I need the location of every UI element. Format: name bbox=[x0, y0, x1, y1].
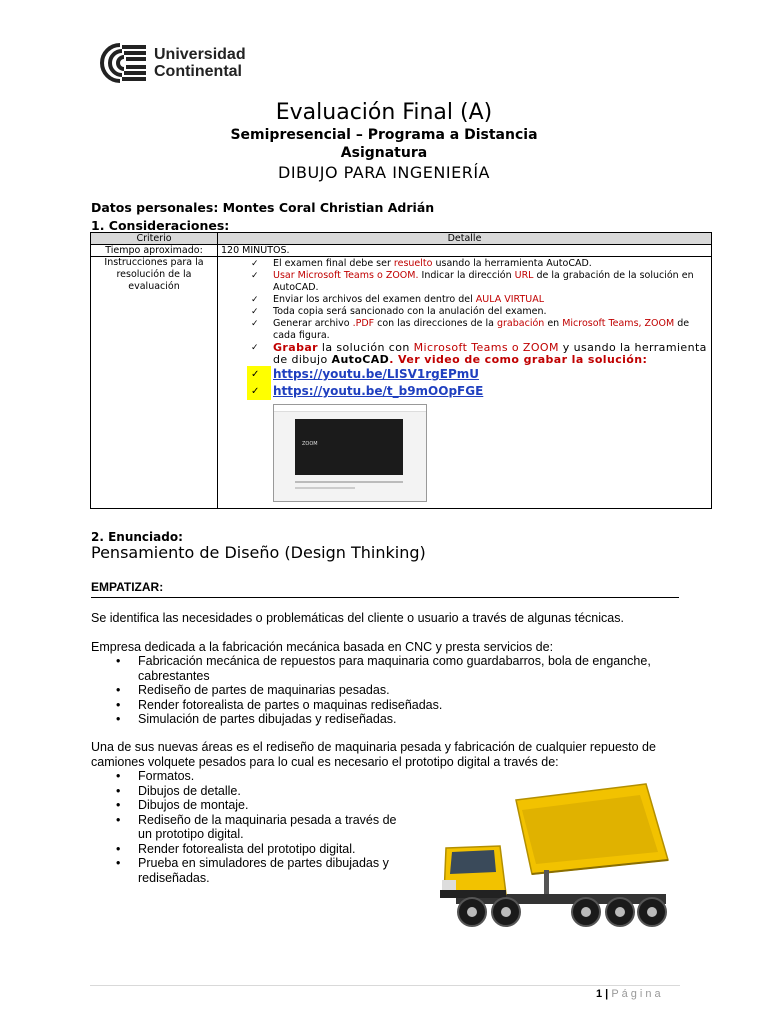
page-label: Página bbox=[611, 988, 664, 1000]
row-label: Instrucciones para la resolución de la evaluación bbox=[91, 257, 218, 509]
list-item: ✓ Generar archivo .PDF con las direcciones de la grabación en Microsoft Teams, ZOOM de cada figura. bbox=[251, 318, 690, 341]
list-item: ✓ Usar Microsoft Teams o ZOOM. Indicar la dirección URL de la grabación de la solución en AutoCAD. bbox=[251, 270, 694, 293]
list-item: • Render fotorealista del prototipo digital. bbox=[138, 842, 413, 857]
checkmark-icon: ✓ bbox=[251, 271, 259, 281]
list-item: • Simulación de partes dibujadas y rediseñadas. bbox=[138, 712, 708, 727]
table-header-row bbox=[91, 233, 712, 245]
list-item: ✓ Toda copia será sancionado con la anulación del examen. bbox=[251, 306, 547, 317]
row-value: 120 MINUTOS. bbox=[218, 245, 712, 257]
paragraph-3: Una de sus nuevas áreas es el rediseño de maquinaria pesada y fabricación de cualquier repuesto de camiones volquete pesados para lo cual es necesario el prototipo digital a través de: bbox=[91, 740, 656, 769]
page-number: 1 bbox=[596, 988, 603, 1000]
document-title: Evaluación Final (A) bbox=[275, 100, 493, 125]
video-screenshot bbox=[273, 404, 427, 502]
paragraph-1: Se identifica las necesidades o problemáticas del cliente o usuario a través de algunas técnicas. bbox=[91, 611, 624, 625]
list-item: • Prueba en simuladores de partes dibujadas y rediseñadas. bbox=[138, 856, 413, 885]
instructions-cell bbox=[218, 257, 712, 509]
checkmark-icon: ✓ bbox=[251, 369, 260, 380]
browser-bar bbox=[274, 405, 426, 412]
video-title: ZOOM bbox=[302, 441, 318, 447]
design-thinking-title: Pensamiento de Diseño (Design Thinking) bbox=[91, 543, 426, 562]
page-footer bbox=[596, 988, 664, 1000]
list-item: ✓ Enviar los archivos del examen dentro del AULA VIRTUAL bbox=[251, 294, 544, 305]
consideraciones-heading: 1. Consideraciones: bbox=[91, 218, 230, 233]
logo-line1: Universidad bbox=[154, 46, 246, 63]
university-logo bbox=[92, 42, 246, 84]
video-meta bbox=[295, 481, 403, 483]
list-item: • Dibujos de montaje. bbox=[138, 798, 413, 813]
checkmark-icon: ✓ bbox=[251, 259, 259, 269]
enunciado-heading: 2. Enunciado: bbox=[91, 530, 183, 544]
col-criterio: Criterio bbox=[91, 233, 218, 245]
list-item: • Fabricación mecánica de repuestos para maquinaria como guardabarros, bola de enganche, cabrestantes bbox=[138, 654, 708, 683]
checkmark-icon: ✓ bbox=[251, 319, 259, 329]
video-link-1[interactable]: ✓ https://youtu.be/LISV1rgEPmU bbox=[221, 366, 708, 383]
empatizar-heading: EMPATIZAR: bbox=[91, 580, 164, 594]
document-subtitle: Semipresencial – Programa a Distancia bbox=[230, 127, 538, 143]
list-item: • Rediseño de partes de maquinarias pesadas. bbox=[138, 683, 708, 698]
row-label: Tiempo aproximado: bbox=[91, 245, 218, 257]
list-item: • Dibujos de detalle. bbox=[138, 784, 413, 799]
table-row bbox=[91, 257, 712, 509]
list-item: • Rediseño de la maquinaria pesada a través de un prototipo digital. bbox=[138, 813, 413, 842]
list-item: • Formatos. bbox=[138, 769, 413, 784]
checkmark-icon: ✓ bbox=[251, 386, 260, 397]
video-link-2[interactable]: ✓ https://youtu.be/t_b9mOOpFGE bbox=[221, 383, 708, 400]
dump-truck-image bbox=[436, 782, 676, 934]
video-player bbox=[295, 419, 403, 475]
prototype-list bbox=[138, 769, 413, 885]
video-meta bbox=[295, 487, 355, 489]
footer-divider bbox=[90, 985, 680, 986]
datos-personales: Datos personales: Montes Coral Christian Adrián bbox=[91, 200, 435, 215]
checkmark-icon: ✓ bbox=[251, 307, 259, 317]
list-item: ✓ El examen final debe ser resuelto usando la herramienta AutoCAD. bbox=[251, 258, 592, 269]
asignatura-label: Asignatura bbox=[340, 145, 428, 161]
logo-line2: Continental bbox=[154, 63, 242, 80]
list-item: ✓ Grabar la solución con Microsoft Teams o ZOOM y usando la herramienta de dibujo AutoCAD. Ver video de como grabar la solución: bbox=[251, 341, 707, 366]
footer-separator: | bbox=[602, 988, 612, 1000]
paragraph-2: Empresa dedicada a la fabricación mecánica basada en CNC y presta servicios de: bbox=[91, 640, 554, 654]
course-name: DIBUJO PARA INGENIERÍA bbox=[278, 163, 490, 182]
divider bbox=[91, 597, 679, 598]
list-item: • Render fotorealista de partes o maquinas rediseñadas. bbox=[138, 698, 708, 713]
checkmark-icon: ✓ bbox=[251, 343, 259, 353]
checkmark-icon: ✓ bbox=[251, 295, 259, 305]
logo-text bbox=[154, 46, 246, 80]
services-list bbox=[138, 654, 708, 727]
col-detalle: Detalle bbox=[218, 233, 712, 245]
consideraciones-table bbox=[90, 232, 712, 509]
university-logo-icon bbox=[92, 42, 148, 84]
table-row bbox=[91, 245, 712, 257]
